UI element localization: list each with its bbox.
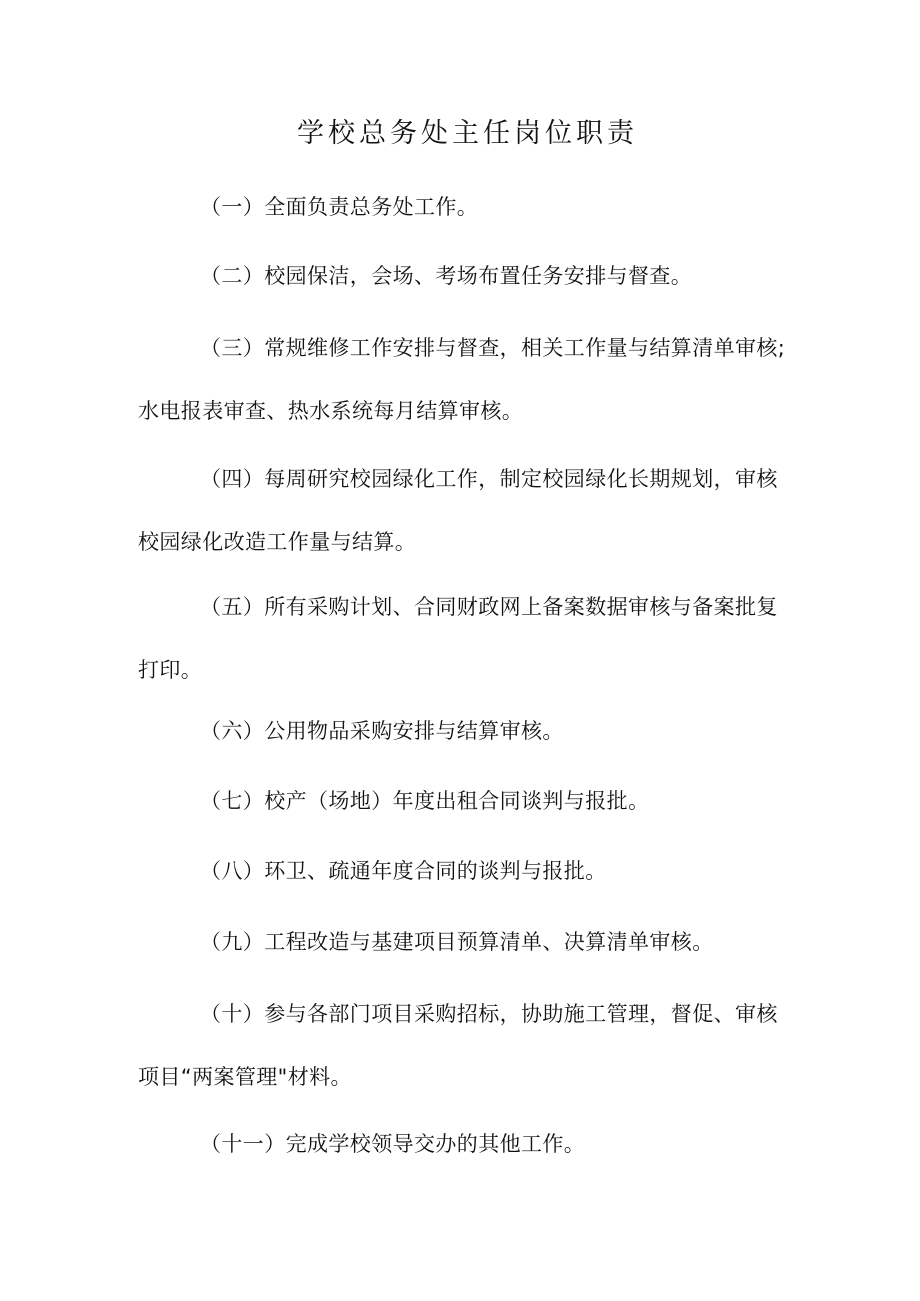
duty-item-7: （七）校产（场地）年度出租合同谈判与报批。 [200, 789, 650, 813]
duty-item-4: （四）每周研究校园绿化工作，制定校园绿化长期规划，审核校园绿化改造工作量与结算。 [138, 467, 778, 554]
duty-item-6: （六）公用物品采购安排与结算审核。 [200, 719, 564, 743]
duty-item-11: （十一）完成学校领导交办的其他工作。 [200, 1132, 586, 1156]
duty-item-5: （五）所有采购计划、合同财政网上备案数据审核与备案批复打印。 [138, 595, 778, 682]
duty-item-10: （十）参与各部门项目采购招标，协助施工管理，督促、审核项目“两案管理"材料。 [138, 1002, 778, 1089]
duty-item-3: （三）常规维修工作安排与督查，相关工作量与结算清单审核;水电报表审查、热水系统每月结算审核。 [138, 336, 786, 423]
duty-item-8: （八）环卫、疏通年度合同的谈判与报批。 [200, 859, 607, 883]
duty-item-1: （一）全面负责总务处工作。 [200, 195, 479, 219]
document-title: 学校总务处主任岗位职责 [297, 118, 638, 149]
duty-item-9: （九）工程改造与基建项目预算清单、决算清单审核。 [200, 930, 714, 954]
duty-item-2: （二）校园保洁，会场、考场布置任务安排与督查。 [200, 264, 693, 288]
